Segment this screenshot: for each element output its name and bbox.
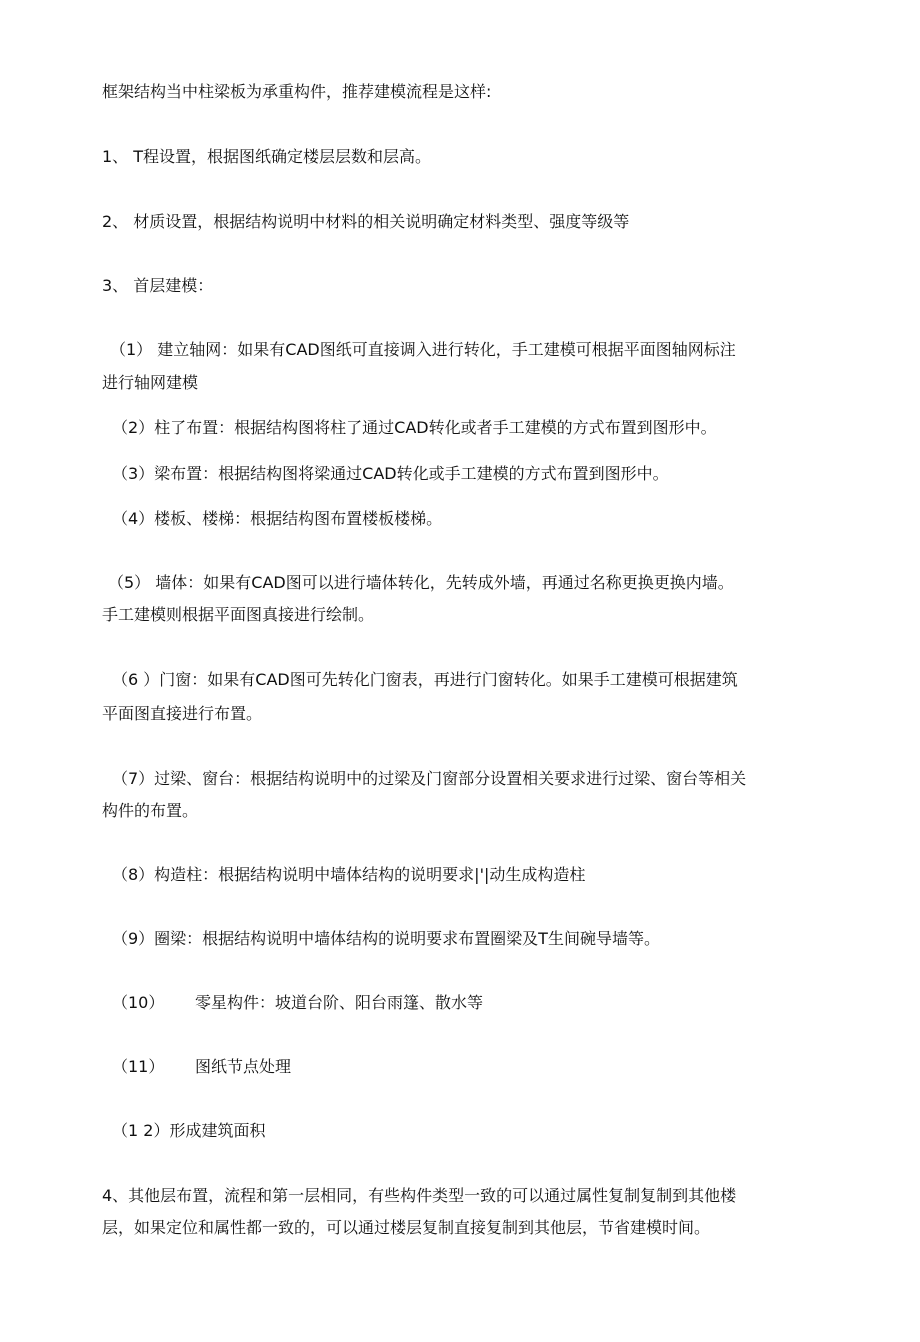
step-2: 2、 材质设置，根据结构说明中材料的相关说明确定材料类型、强度等级等 bbox=[102, 212, 630, 231]
substep-6-line2: 平面图直接进行布置。 bbox=[102, 704, 263, 723]
substep-1-line1: （1） 建立轴网：如果有CAD图纸可直接调入进行转化，手工建模可根据平面图轴网标注 bbox=[110, 340, 736, 359]
substep-4: （4）楼板、楼梯：根据结构图布置楼板楼梯。 bbox=[112, 509, 443, 528]
step-3: 3、 首层建模： bbox=[102, 276, 214, 295]
substep-5-line1: （5） 墙体：如果有CAD图可以进行墙体转化，先转成外墙，再通过名称更换更换内墙。 bbox=[108, 573, 734, 592]
substep-10-text: 零星构件：坡道台阶、阳台雨篷、散水等 bbox=[195, 993, 484, 1012]
step-1: 1、 T程设置，根据图纸确定楼层层数和层高。 bbox=[102, 147, 432, 166]
substep-7-line1: （7）过梁、窗台：根据结构说明中的过梁及门窗部分设置相关要求进行过梁、窗台等相关 bbox=[112, 769, 747, 788]
substep-11-text: 图纸节点处理 bbox=[195, 1057, 292, 1076]
substep-10-label: （10） bbox=[112, 993, 165, 1012]
substep-6-line1: （6 ）门窗：如果有CAD图可先转化门窗表，再进行门窗转化。如果手工建模可根据建筑 bbox=[112, 670, 738, 689]
substep-3: （3）梁布置：根据结构图将梁通过CAD转化或手工建模的方式布置到图形中。 bbox=[112, 464, 669, 483]
substep-2: （2）柱了布置：根据结构图将柱了通过CAD转化或者手工建模的方式布置到图形中。 bbox=[112, 418, 717, 437]
substep-8: （8）构造柱：根据结构说明中墙体结构的说明要求|'|动生成构造柱 bbox=[112, 865, 586, 884]
substep-9: （9）圈梁：根据结构说明中墙体结构的说明要求布置圈梁及T生间碗导墙等。 bbox=[112, 929, 660, 948]
intro-paragraph: 框架结构当中柱梁板为承重构件，推荐建模流程是这样: bbox=[102, 82, 492, 101]
substep-5-line2: 手工建模则根据平面图真接进行绘制。 bbox=[102, 605, 375, 624]
substep-12: （1 2）形成建筑面积 bbox=[112, 1121, 266, 1140]
step-4-line1: 4、其他层布置，流程和第一层相同，有些构件类型一致的可以通过属性复制复制到其他楼 bbox=[102, 1186, 737, 1205]
step-4-line2: 层，如果定位和属性都一致的，可以通过楼层复制直接复制到其他层，节省建模时间。 bbox=[102, 1218, 711, 1237]
substep-1-line2: 进行轴网建模 bbox=[102, 373, 199, 392]
substep-11-label: （11） bbox=[112, 1057, 165, 1076]
substep-7-line2: 构件的布置。 bbox=[102, 801, 199, 820]
